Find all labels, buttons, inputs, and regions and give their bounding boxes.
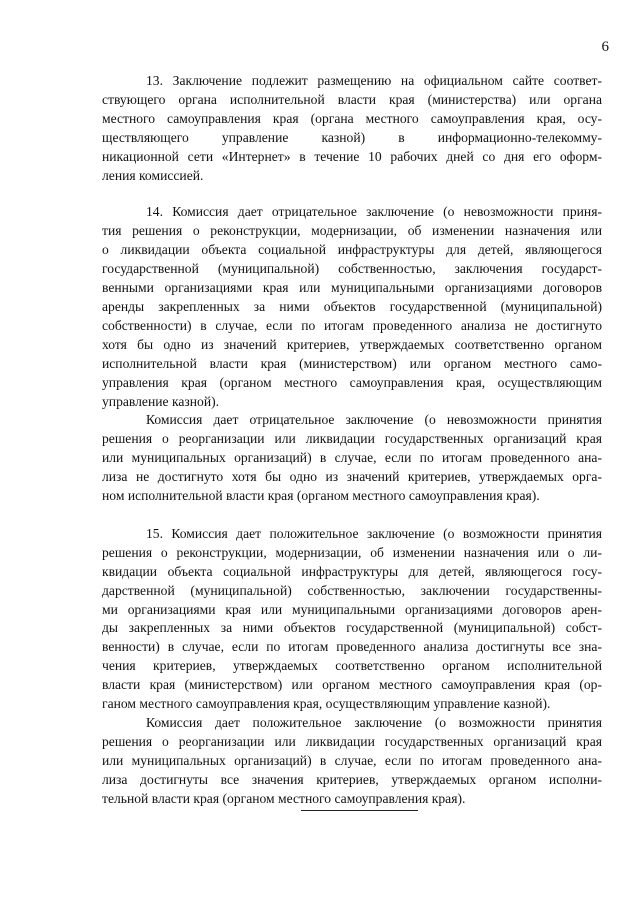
text-line: 14. Комиссия дает отрицательное заключение (о невозможности приня- <box>146 204 602 220</box>
text-line: тия решения о реконструкции, модернизации, об изменении назначения или <box>102 223 602 239</box>
text-line: управления края (органом местного самоуправления края, осуществляющим <box>102 374 602 390</box>
text-line: 13. Заключение подлежит размещению на официальном сайте соответ- <box>146 73 602 88</box>
paragraph-spacer <box>102 506 602 525</box>
text-line: ми организациями края или муниципальными организациями договоров арен- <box>102 601 602 617</box>
text-line: ществляющего управление казной) в информационно-телекомму- <box>102 129 602 145</box>
text-line: решения о реорганизации или ликвидации государственных организаций края <box>102 733 602 749</box>
text-line: решения о реконструкции, модернизации, об изменении назначения или о ли- <box>102 544 602 560</box>
text-line: решения о реорганизации или ликвидации государственных организаций края <box>102 431 602 447</box>
paragraph-spacer <box>102 185 602 203</box>
text-line: о ликвидации объекта социальной инфраструктуры для детей, являющегося <box>102 242 602 258</box>
text-line: венными организациями края или муниципальными организациями договоров <box>102 280 602 296</box>
text-line: исполнительной власти края (министерством) или органом местного само- <box>102 355 602 371</box>
text-line: Комиссия дает положительное заключение (о возможности принятия <box>146 715 602 730</box>
text-line: собственности) в случае, если по итогам проведенного анализа не достигнуто <box>102 317 602 333</box>
text-line: или муниципальных организаций) в случае, если по итогам проведенного ана- <box>102 450 602 466</box>
text-line: управление казной). <box>102 393 220 409</box>
text-line: лиза не достигнуто хотя бы одно из значений критериев, утверждаемых орга- <box>102 469 602 485</box>
paragraph-15 <box>102 525 602 714</box>
text-line: ном исполнительной власти края (органом местного самоуправления края). <box>102 488 540 504</box>
text-line: хотя бы одно из значений критериев, утверждаемых соответственно органом <box>102 336 602 352</box>
paragraph-14-continuation <box>102 411 602 506</box>
text-line: дарственной (муниципальной) собственностью, заключении государственны- <box>102 582 602 598</box>
page-number: 6 <box>601 39 609 55</box>
text-line: государственной (муниципальной) собственностью, заключения государст- <box>102 261 602 277</box>
text-line: местного самоуправления края (органа местного самоуправления края, осу- <box>102 110 602 126</box>
paragraph-13 <box>102 72 602 185</box>
text-line: ления комиссией. <box>102 167 204 183</box>
paragraph-15-continuation <box>102 714 602 809</box>
end-of-document-rule <box>301 810 418 811</box>
text-line: тельной власти края (органом местного самоуправления края). <box>102 790 466 806</box>
paragraph-14 <box>102 203 602 411</box>
text-line: квидации объекта социальной инфраструктуры для детей, являющегося госу- <box>102 563 602 579</box>
text-line: Комиссия дает отрицательное заключение (о невозможности принятия <box>146 412 602 428</box>
text-line: венности) в случае, если по итогам проведенного анализа достигнуты все зна- <box>102 639 602 655</box>
text-line: 15. Комиссия дает положительное заключение (о возможности принятия <box>146 525 602 541</box>
text-line: ганом местного самоуправления края, осуществляющим управление казной). <box>102 696 551 712</box>
text-line: никационной сети «Интернет» в течение 10 рабочих дней со дня его оформ- <box>102 148 602 164</box>
text-line: власти края (министерством) или органом местного самоуправления края (ор- <box>102 677 602 693</box>
text-line: лиза достигнуты все значения критериев, утверждаемых органом исполни- <box>102 771 602 787</box>
text-line: или муниципальных организаций) в случае, если по итогам проведенного ана- <box>102 752 602 768</box>
text-line: аренды закрепленных за ними объектов государственной (муниципальной) <box>102 298 602 314</box>
text-line: ды закрепленных за ними объектов государственной (муниципальной) собст- <box>102 620 602 636</box>
document-body <box>102 72 602 809</box>
text-line: ствующего органа исполнительной власти края (министерства) или органа <box>102 91 602 107</box>
text-line: чения критериев, утверждаемых соответственно органом исполнительной <box>102 658 602 674</box>
